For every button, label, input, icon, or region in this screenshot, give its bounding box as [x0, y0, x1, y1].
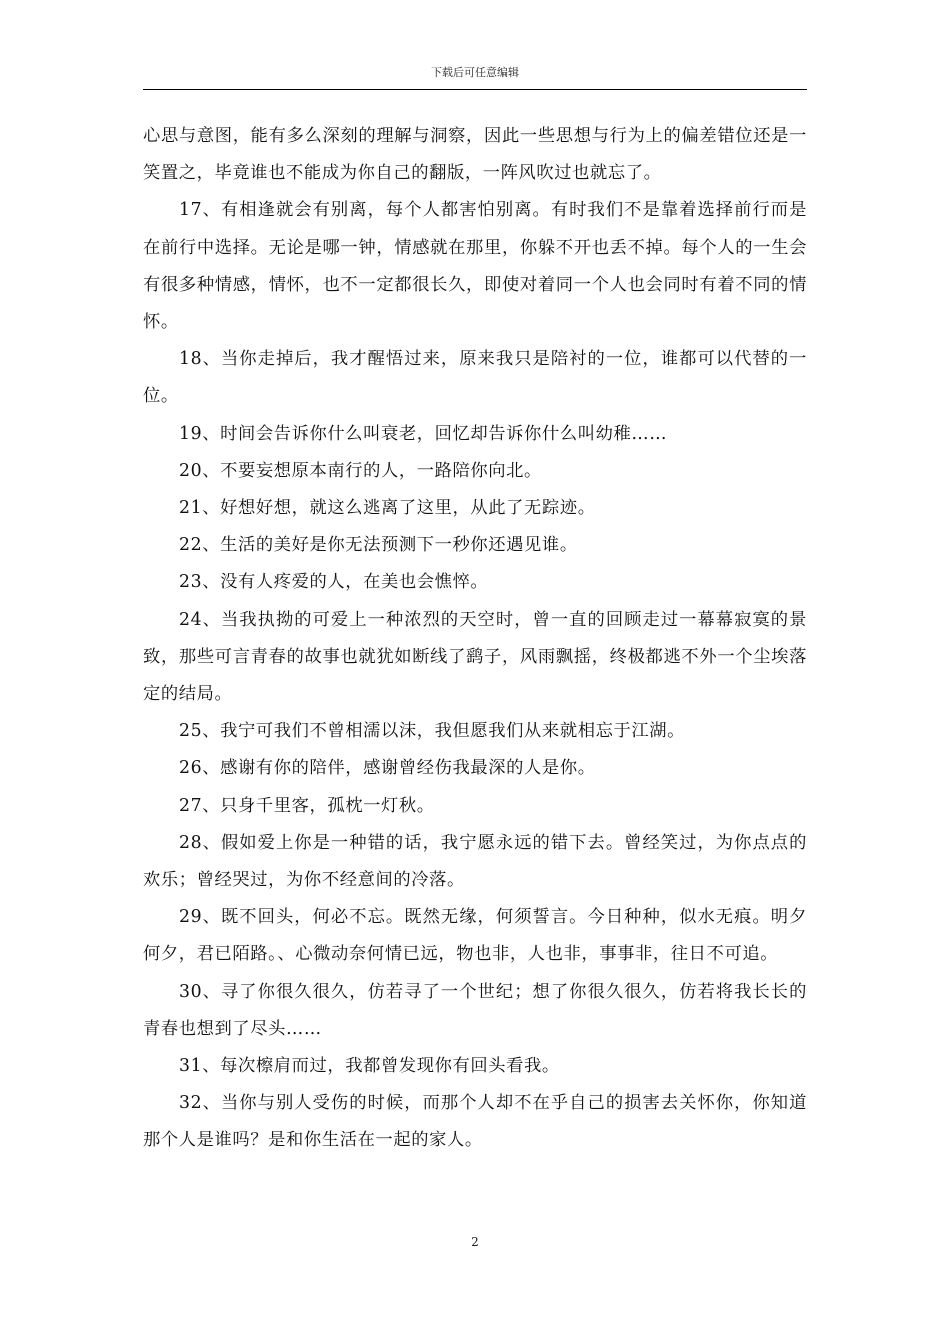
- paragraph-23: 23、没有人疼爱的人，在美也会憔悴。: [179, 572, 489, 593]
- header-divider: [143, 89, 807, 90]
- paragraph-30: 30、寻了你很久很久，仿若寻了一个世纪；想了你很久很久，仿若将我长长的青春也想到了尽头……: [143, 981, 807, 1039]
- paragraph-31: 31、每次檫肩而过，我都曾发现你有回头看我。: [179, 1056, 560, 1077]
- paragraph-19: 19、时间会告诉你什么叫衰老，回忆却告诉你什么叫幼稚……: [179, 423, 668, 444]
- page-header: 下载后可任意编辑: [431, 66, 519, 79]
- paragraph-18: 18、当你走掉后，我才醒悟过来，原来我只是陪衬的一位，谁都可以代替的一位。: [143, 349, 807, 407]
- paragraph-28: 28、假如爱上你是一种错的话，我宁愿永远的错下去。曾经笑过，为你点点的欢乐；曾经哭过，为你不经意间的冷落。: [143, 832, 807, 891]
- document-body: [143, 118, 807, 1160]
- paragraph-27: 27、只身千里客，孤枕一灯秋。: [179, 795, 435, 816]
- paragraph-17: 17、有相逢就会有别离，每个人都害怕别离。有时我们不是靠着选择前行而是在前行中选择。无论是哪一钟，情感就在那里，你躲不开也丢不掉。每个人的一生会有很多种情感，情怀，也不一定都很长久，即使对着同一个人也会同时有着不同的情怀。: [143, 200, 807, 333]
- paragraph-29: 29、既不回头，何必不忘。既然无缘，何须誓言。今日种种，似水无痕。明夕何夕，君已陌路。、心微动奈何情已远，物也非，人也非，事事非，往日不可追。: [143, 907, 807, 965]
- paragraph-21: 21、好想好想，就这么逃离了这里，从此了无踪迹。: [179, 498, 596, 519]
- page-number: 2: [471, 1235, 479, 1249]
- paragraph-22: 22、生活的美好是你无法预测下一秒你还遇见谁。: [179, 535, 578, 556]
- paragraph-32: 32、当你与别人受伤的时候，而那个人却不在乎自己的损害去关怀你，你知道那个人是谁吗？是和你生活在一起的家人。: [143, 1093, 807, 1151]
- paragraph-24: 24、当我执拗的可爱上一种浓烈的天空时，曾一直的回顾走过一幕幕寂寞的景致，那些可言青春的故事也就犹如断线了鹞子，风雨飘摇，终极都逃不外一个尘埃落定的结局。: [143, 609, 807, 705]
- paragraph-continued: 心思与意图，能有多么深刻的理解与洞察，因此一些思想与行为上的偏差错位还是一笑置之，毕竟谁也不能成为你自己的翻版，一阵风吹过也就忘了。: [143, 126, 807, 184]
- paragraph-25: 25、我宁可我们不曾相濡以沫，我但愿我们从来就相忘于江湖。: [179, 721, 685, 742]
- paragraph-20: 20、不要妄想原本南行的人，一路陪你向北。: [179, 460, 542, 481]
- paragraph-26: 26、感谢有你的陪伴，感谢曾经伤我最深的人是你。: [179, 758, 596, 779]
